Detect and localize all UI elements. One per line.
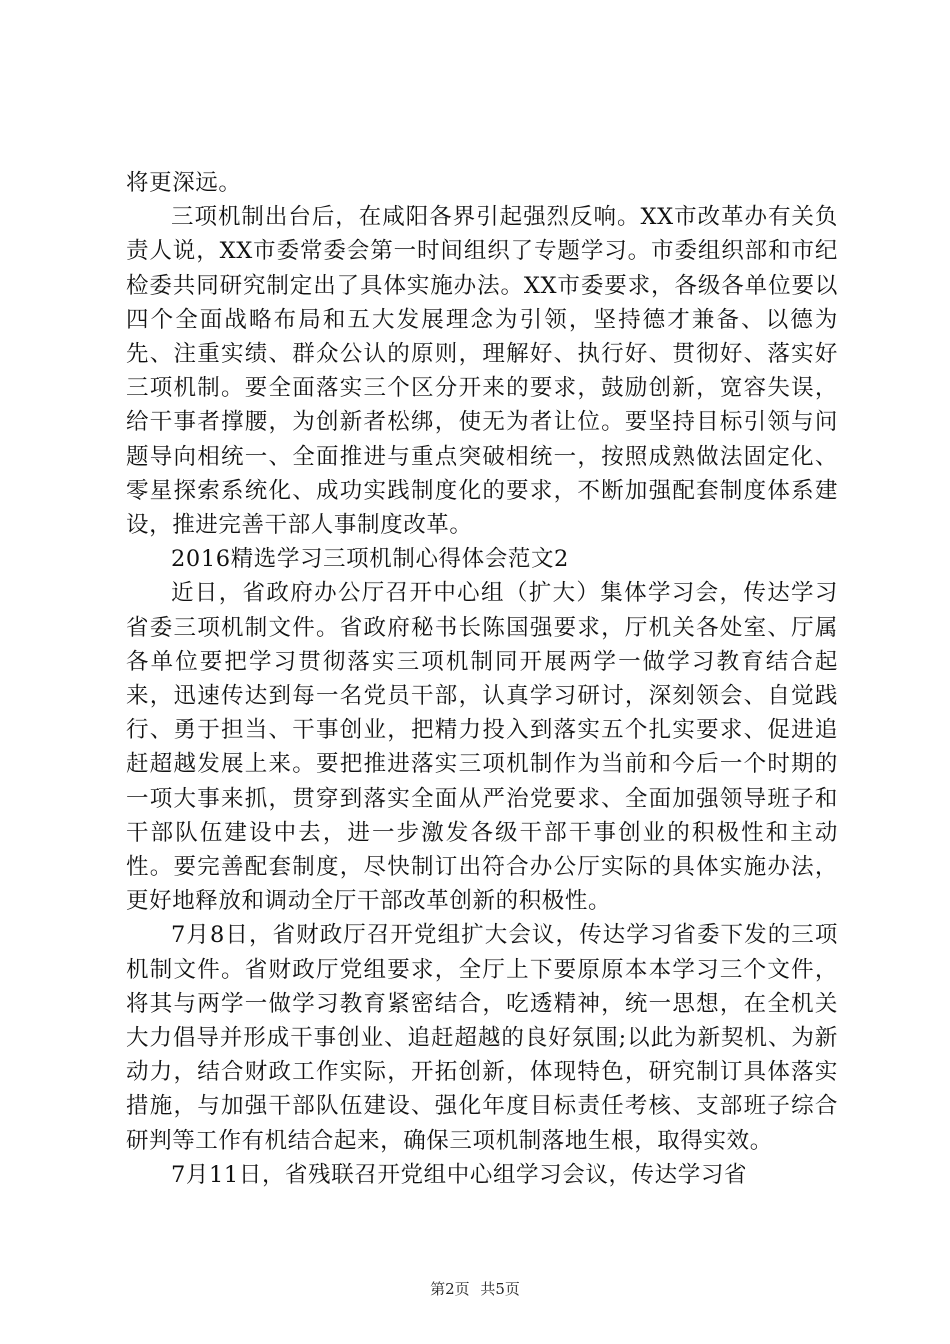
section-heading: 2016精选学习三项机制心得体会范文2 <box>171 546 569 573</box>
page-footer <box>0 1278 950 1299</box>
paragraph: 7月11日，省残联召开党组中心组学习会议，传达学习省 <box>171 1161 748 1188</box>
paragraph: 三项机制出台后，在咸阳各界引起强烈反响。XX市改革办有关负责人说，XX市委常委会第一时间组织了专题学习。市委组织部和市纪检委共同研究制定出了具体实施办法。XX市委要求，各级各单位要以四个全面战略布局和五大发展理念为引领，坚持德才兼备、以德为先、注重实绩、群众公认的原则，理解好、执行好、贯彻好、落实好三项机制。要全面落实三个区分开来的要求，鼓励创新，宽容失误，给干事者撑腰，为创新者松绑，使无为者让位。要坚持目标引领与问题导向相统一、全面推进与重点突破相统一，按照成熟做法固定化、零星探索系统化、成功实践制度化的要求，不断加强配套制度体系建设，推进完善干部人事制度改革。 <box>126 204 838 539</box>
paragraph-continuation: 将更深远。 <box>126 170 242 196</box>
page-total: 共5页 <box>480 1280 520 1298</box>
paragraph: 7月8日，省财政厅召开党组扩大会议，传达学习省委下发的三项机制文件。省财政厅党组要求，全厅上下要原原本本学习三个文件，将其与两学一做学习教育紧密结合，吃透精神，统一思想，在全机关大力倡导并形成干事创业、追赶超越的良好氛围;以此为新契机、为新动力，结合财政工作实际，开拓创新，体现特色，研究制订具体落实措施，与加强干部队伍建设、强化年度目标责任考核、支部班子综合研判等工作有机结合起来，确保三项机制落地生根，取得实效。 <box>126 922 838 1154</box>
paragraph: 近日，省政府办公厅召开中心组（扩大）集体学习会，传达学习省委三项机制文件。省政府秘书长陈国强要求，厅机关各处室、厅属各单位要把学习贯彻落实三项机制同开展两学一做学习教育结合起来，迅速传达到每一名党员干部，认真学习研讨，深刻领会、自觉践行、勇于担当、干事创业，把精力投入到落实五个扎实要求、促进追赶超越发展上来。要把推进落实三项机制作为当前和今后一个时期的一项大事来抓，贯穿到落实全面从严治党要求、全面加强领导班子和干部队伍建设中去，进一步激发各级干部干事创业的积极性和主动性。要完善配套制度，尽快制订出符合办公厅实际的具体实施办法，更好地释放和调动全厅干部改革创新的积极性。 <box>126 580 838 915</box>
document-body <box>126 166 838 1192</box>
page-number: 第2页 <box>430 1280 470 1298</box>
